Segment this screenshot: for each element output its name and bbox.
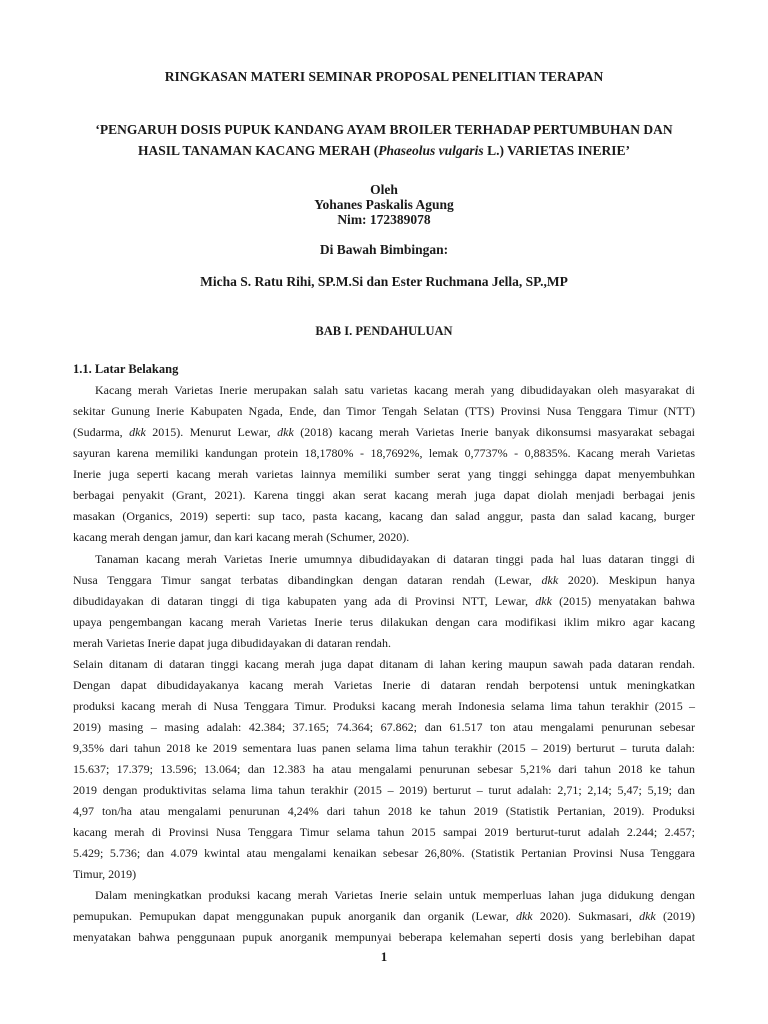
body-line: 5.429; 5.736; dan 4.079 kwintal atau mengalami kenaikan sebesar 26,80%. (Statistik Pertanian Provinsi Nusa Tenggara bbox=[73, 846, 695, 860]
body-line: Nusa Tenggara Timur sangat terbatas dibandingkan dengan dataran rendah (Lewar, dkk 2020). Meskipun hanya bbox=[73, 573, 695, 587]
supervisors: Micha S. Ratu Rihi, SP.M.Si dan Ester Ruchmana Jella, SP.,MP bbox=[200, 274, 568, 289]
body-line: berbagai penyakit (Grant, 2021). Karena tinggi akan serat kacang merah juga dapat diolah menjadi berbagai jenis bbox=[73, 488, 695, 502]
body-line: 2019 dengan produktivitas selama lima tahun terakhir (2015 – 2019) berturut – turut adalah: 2,71; 2,14; 5,47; 5,19; dan bbox=[73, 783, 695, 797]
author-name: Yohanes Paskalis Agung bbox=[314, 197, 454, 212]
body-line: pemupukan. Pemupukan dapat menggunakan pupuk anorganik dan organik (Lewar, dkk 2020). Sukmasari, dkk (2019) bbox=[73, 909, 696, 923]
body-line: Tanaman kacang merah Varietas Inerie umumnya dibudidayakan di dataran tinggi pada hal luas dataran tinggi di bbox=[95, 552, 695, 566]
by-label: Oleh bbox=[370, 182, 398, 197]
body-line: kacang merah di Provinsi Nusa Tenggara Timur selama tahun 2015 sampai 2019 berturut-turut adalah 2.244; 2.457; bbox=[73, 825, 695, 839]
research-title-line-1: ‘PENGARUH DOSIS PUPUK KANDANG AYAM BROILER TERHADAP PERTUMBUHAN DAN bbox=[95, 122, 673, 137]
page-number: 1 bbox=[380, 949, 388, 964]
body-line: sayuran karena memiliki kandungan protein 18,1780% - 18,7692%, lemak 0,7737% - 0,8835%. Kacang merah Varietas bbox=[73, 446, 695, 460]
body-line: Dengan dapat dibudidayakanya kacang merah Varietas Inerie di dataran rendah berpotensi untuk meningkatkan bbox=[73, 678, 695, 692]
body-line: produksi kacang merah di Nusa Tenggara Timur. Produksi kacang merah Indonesia selama lima tahun terakhir (2015 – bbox=[73, 699, 695, 713]
supervision-label: Di Bawah Bimbingan: bbox=[319, 242, 449, 257]
research-title-line-2: HASIL TANAMAN KACANG MERAH (Phaseolus vulgaris L.) VARIETAS INERIE’ bbox=[138, 143, 630, 158]
body-line: (Sudarma, dkk 2015). Menurut Lewar, dkk (2018) kacang merah Varietas Inerie banyak dikonsumsi masyarakat sebagai bbox=[73, 425, 695, 439]
body-line: masakan (Organics, 2019) seperti: sup taco, pasta kacang, kacang dan salad anggur, pasta dan salad kacang, burger bbox=[73, 509, 695, 523]
body-line: Inerie juga seperti kacang merah varietas lainnya memiliki sumber serat yang tinggi sehingga dapat menyembuhkan bbox=[73, 467, 695, 481]
body-line: 4,97 ton/ha atau mengalami penurunan 4,24% dari tahun 2018 ke tahun 2019 (Statistik Pertanian, 2019). Produksi bbox=[73, 804, 695, 818]
body-line: kacang merah dengan jamur, dan kari kacang merah (Schumer, 2020). bbox=[73, 530, 410, 544]
body-line: dibudidayakan di dataran tinggi di tiga kabupaten yang ada di Provinsi NTT, Lewar, dkk (2015) menyatakan bahwa bbox=[73, 594, 695, 608]
body-line: 15.637; 17.379; 13.596; 13.064; dan 12.383 ha atau mengalami penurunan sebesar 5,21% dari tahun 2018 ke tahun bbox=[73, 762, 695, 776]
body-line: merah Varietas Inerie dapat juga dibudidayakan di dataran rendah. bbox=[73, 636, 391, 650]
body-line: Dalam meningkatkan produksi kacang merah Varietas Inerie selain untuk memperluas lahan juga didukung dengan bbox=[95, 888, 695, 902]
body-line: Timur, 2019) bbox=[73, 867, 137, 881]
scientific-name: Phaseolus vulgaris bbox=[378, 143, 484, 158]
body-line: sekitar Gunung Inerie Kabupaten Ngada, Ende, dan Timor Tengah Selatan (TTS) Provinsi Nusa Tenggara Timur (NTT) bbox=[73, 404, 695, 418]
body-line: Kacang merah Varietas Inerie merupakan salah satu varietas kacang merah yang dibudidayakan oleh masyarakat di bbox=[95, 383, 695, 397]
student-id: Nim: 172389078 bbox=[337, 212, 431, 227]
body-line: upaya pengembangan kacang merah Varietas Inerie terus dilakukan dengan cara modifikasi iklim mikro agar kacang bbox=[73, 615, 695, 629]
body-line: Selain ditanam di dataran tinggi kacang merah juga dapat ditanam di lahan kering maupun sawah pada dataran rendah. bbox=[73, 657, 695, 671]
document-title: RINGKASAN MATERI SEMINAR PROPOSAL PENELITIAN TERAPAN bbox=[164, 69, 604, 84]
body-line: 9,35% dari tahun 2018 ke 2019 sementara luas panen selama lima tahun terakhir (2015 – 2019) berturut – turuta dalah: bbox=[73, 741, 695, 755]
chapter-heading: BAB I. PENDAHULUAN bbox=[315, 324, 453, 338]
section-heading: 1.1. Latar Belakang bbox=[73, 362, 179, 376]
body-line: 2019) masing – masing adalah: 42.384; 37.165; 74.364; 67.862; dan 61.517 ton atau mengalami penurunan sebesar bbox=[73, 720, 695, 734]
body-line: menyatakan bahwa penggunaan pupuk anorganik mempunyai beberapa kelemahan seperti dosis yang berlebihan dapat bbox=[73, 930, 695, 944]
